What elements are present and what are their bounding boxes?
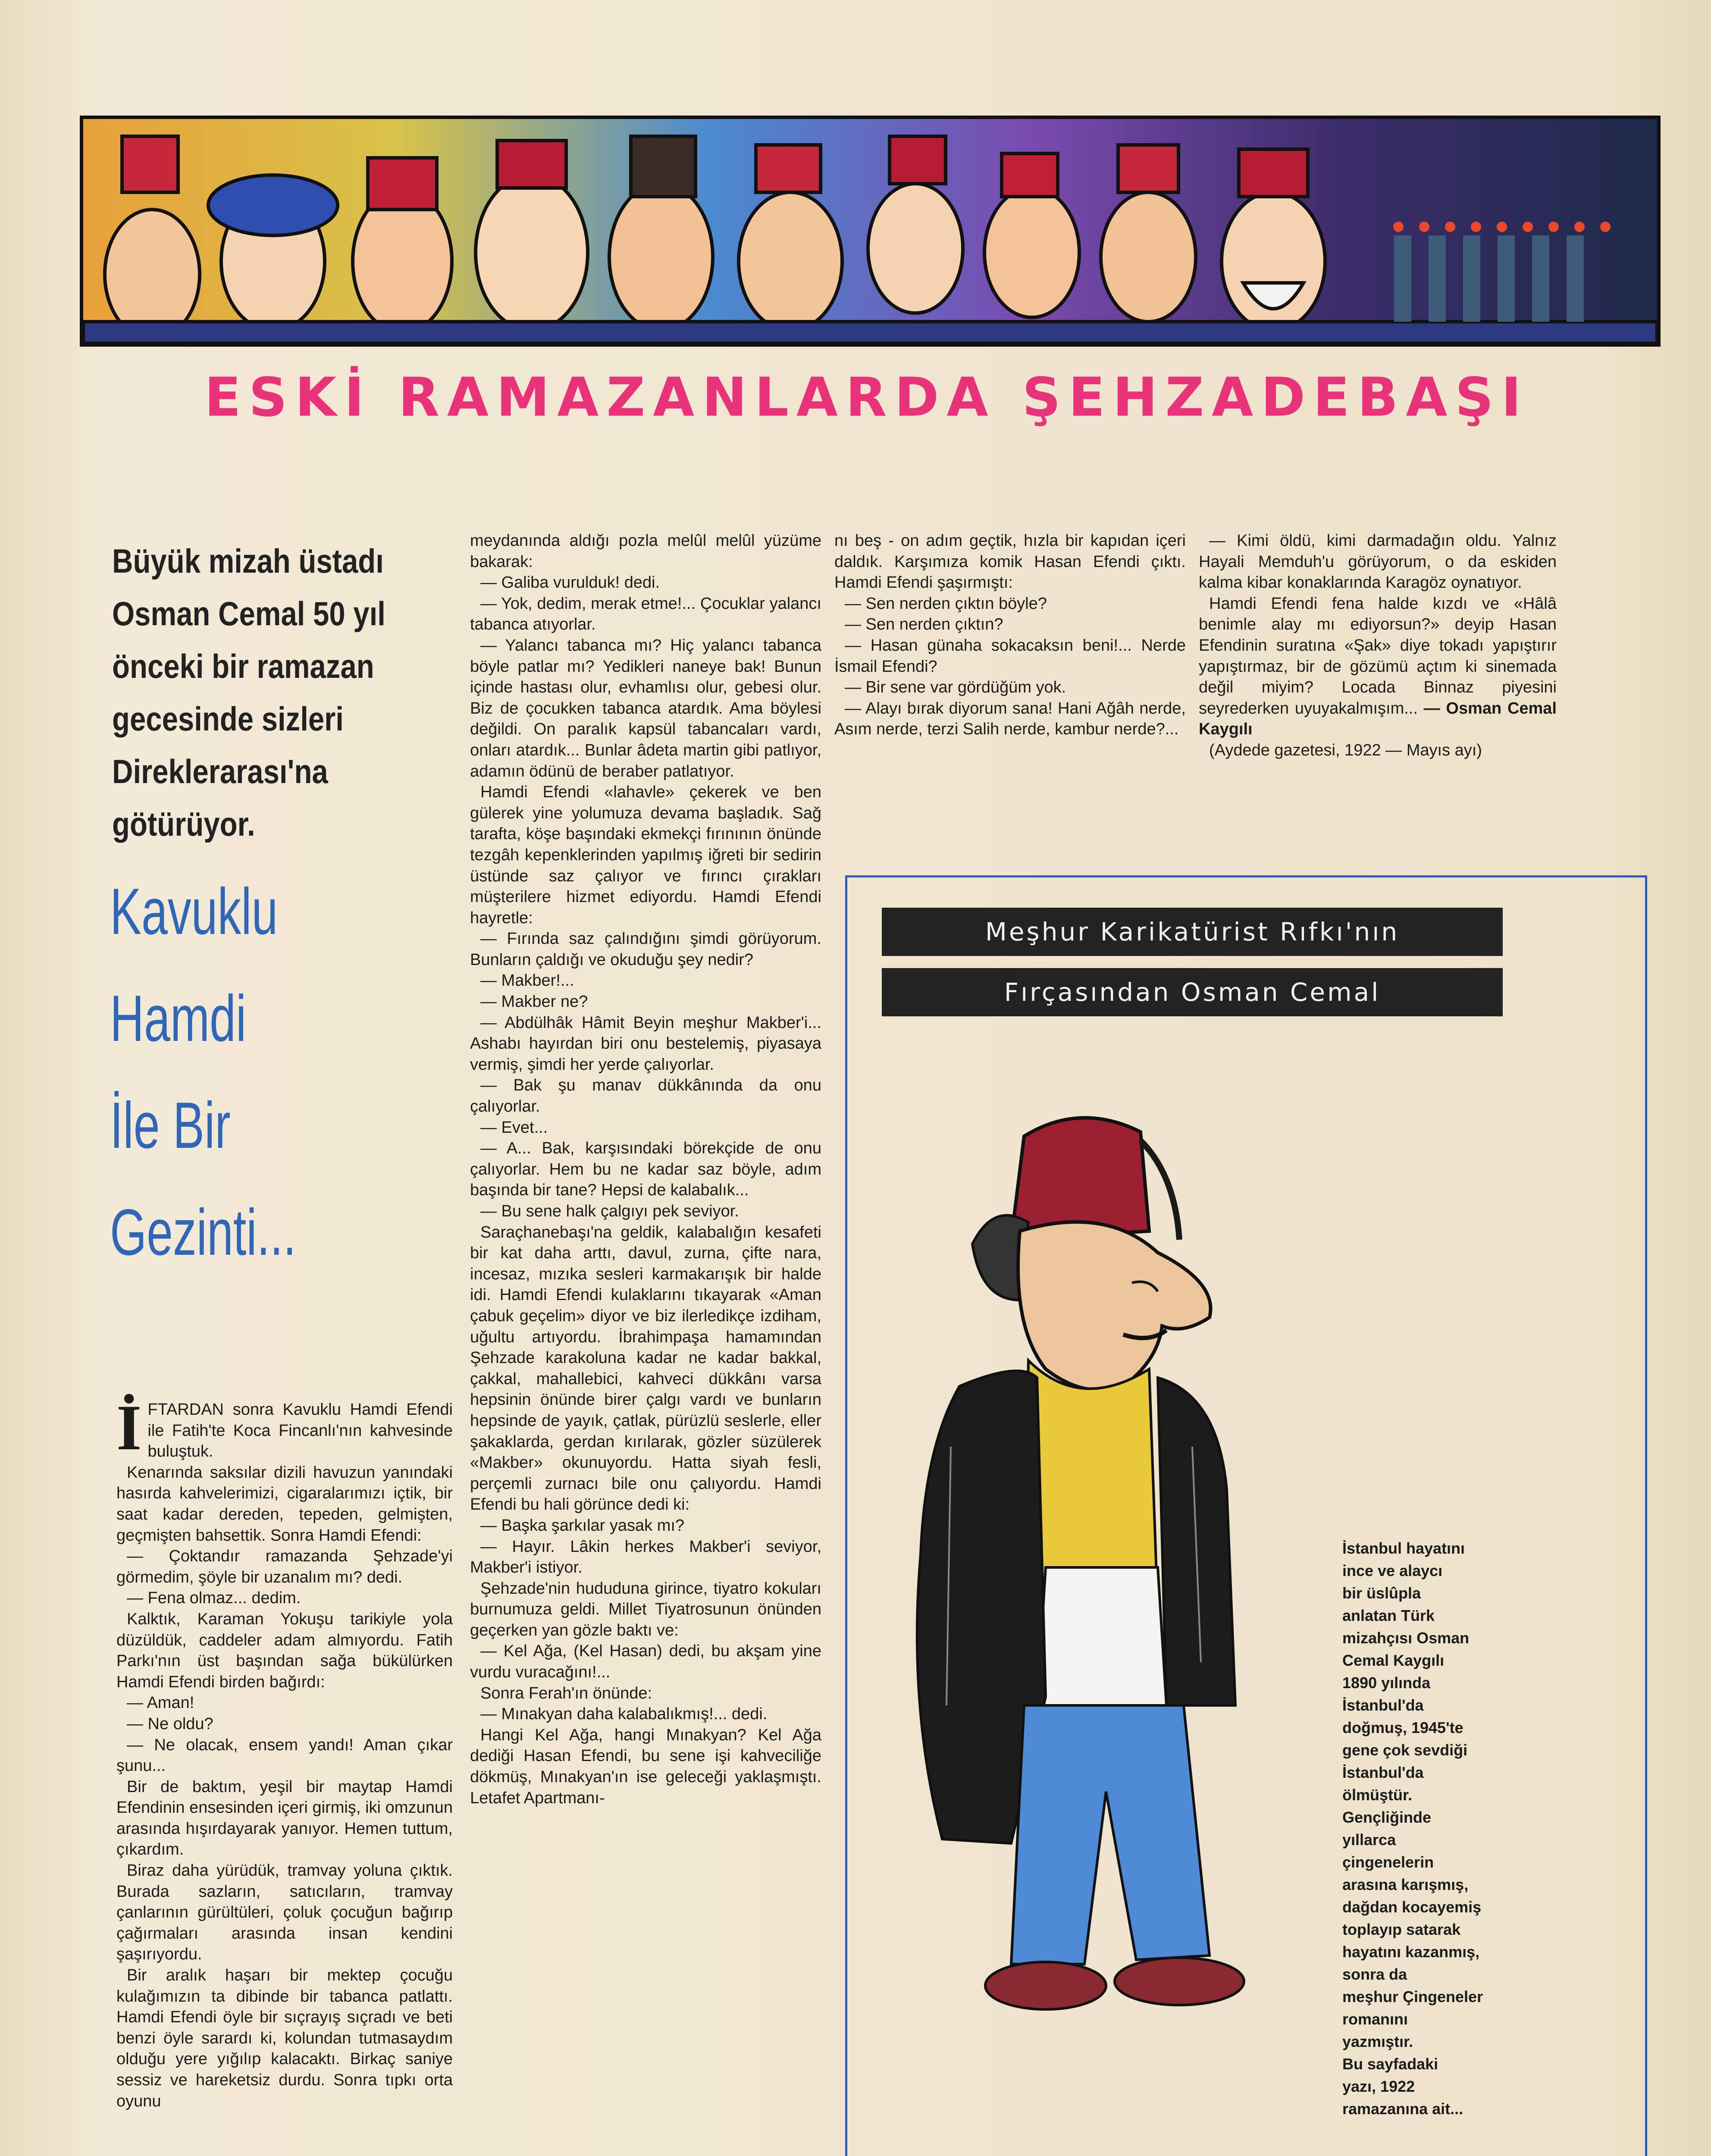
bio-line: hayatını kazanmış, <box>1342 1943 1480 1961</box>
bio-line: meşhur Çingeneler <box>1342 1988 1483 2006</box>
author-signature: — Osman Cemal Kaygılı <box>1199 699 1557 739</box>
text-column-4 <box>1199 530 1557 761</box>
caption-bar-2: Fırçasından Osman Cemal <box>882 968 1503 1016</box>
paragraph: — A... Bak, karşısındaki börekçide de onu çalıyorlar. Hem bu ne kadar saz böyle, adım başında bir tane? Hepsi de kalabalık... <box>470 1139 821 1200</box>
paragraph: — Hayır. Lâkin herkes Makber'i seviyor, Makber'i istiyor. <box>470 1537 821 1577</box>
paragraph: — Abdülhâk Hâmit Beyin meşhur Makber'i... Ashabı hayırdan biri onu bestelemiş, piyasaya vermiş, şimdi her yerde çalıyorlar. <box>470 1013 821 1074</box>
bio-line: yazı, 1922 <box>1342 2078 1415 2095</box>
bio-line: İstanbul'da <box>1342 1696 1424 1714</box>
bio-line: romanını <box>1342 2010 1408 2028</box>
paragraph: — Bir sene var gördüğüm yok. <box>845 678 1066 697</box>
text-column-3 <box>834 530 1186 740</box>
intro-line: götürüyor. <box>112 805 255 843</box>
bio-line: ölmüştür. <box>1342 1786 1413 1804</box>
bio-line: İstanbul'da <box>1342 1764 1424 1781</box>
paragraph: — Ne olacak, ensem yandı! Aman çıkar şunu... <box>116 1736 453 1775</box>
bio-line: Cemal Kaygılı <box>1342 1651 1445 1669</box>
text-column-1 <box>116 1392 453 2112</box>
paragraph: — Bu sene halk çalgıyı pek seviyor. <box>480 1202 739 1220</box>
paragraph <box>1199 593 1557 740</box>
paragraph: — Makber!... <box>480 971 574 990</box>
intro-line: Osman Cemal 50 yıl <box>112 595 385 633</box>
paragraph: — Çoktandır ramazanda Şehzade'yi görmedim, şöyle bir uzanalım mı? dedi. <box>116 1547 453 1586</box>
bio-line: yazmıştır. <box>1342 2033 1413 2050</box>
paragraph: Hamdi Efendi «lahavle» çekerek ve ben gülerek yine yolumuza devama başladık. Sağ tarafta, köşe başındaki ekmekçi fırınının önünde tezgâh kepenklerinden yapılmış iğreti bir sedirin üstünde saz çalıyor ve fırıncı çırakları müşterilere hizmet ediyordu. Hamdi Efendi hayretle: <box>470 783 821 927</box>
text-column-2 <box>470 530 821 1808</box>
caption-bar-1: Meşhur Karikatürist Rıfkı'nın <box>882 908 1503 956</box>
paragraph: Şehzade'nin hududuna girince, tiyatro kokuları burnumuza geldi. Millet Tiyatrosunun önünden geçerken yan gözle baktı ve: <box>470 1579 821 1639</box>
bio-line: anlatan Türk <box>1342 1607 1435 1624</box>
paragraph: nı beş - on adım geçtik, hızla bir kapıdan içeri daldık. Karşımıza komik Hasan Efendi çıktı. Hamdi Efendi şaşırmıştı: <box>834 532 1186 592</box>
osman-cemal-caricature <box>882 1059 1339 2139</box>
paragraph: — Galiba vurulduk! dedi. <box>480 573 660 592</box>
bio-line: 1890 yılında <box>1342 1674 1431 1692</box>
paragraph: — Aman! <box>127 1694 194 1712</box>
paragraph: — Bak şu manav dükkânında da onu çalıyorlar. <box>470 1076 821 1116</box>
paragraph: FTARDAN sonra Kavuklu Hamdi Efendi ile Fatih'te Koca Fincanlı'nın kahvesinde buluştuk. <box>147 1401 453 1461</box>
bio-line: Gençliğinde <box>1342 1808 1432 1826</box>
title-line: Hamdi <box>110 982 247 1055</box>
bio-line: gene çok sevdiği <box>1342 1741 1468 1759</box>
caricature-banner-illustration <box>80 116 1661 347</box>
paragraph-text: Hamdi Efendi fena halde kızdı ve «Hâlâ benimle alay mı ediyorsun?» deyip Hasan Efendinin suratına «Şak» diye tokadı yapıştırır yapıştırmaz, bir de gözümü açtım ki sinemada değil miyim? Locada Binnaz piyesini seyrederken uyuyakalmışım... <box>1199 594 1557 718</box>
intro-line: Büyük mizah üstadı <box>112 542 384 580</box>
paragraph: — Mınakyan daha kalabalıkmış!... dedi. <box>480 1705 768 1724</box>
paragraph: — Makber ne? <box>480 993 588 1011</box>
bio-line: sonra da <box>1342 1965 1407 1983</box>
bio-line: İstanbul hayatını <box>1342 1539 1465 1557</box>
paragraph: — Sen nerden çıktın böyle? <box>845 594 1047 613</box>
paragraph: Bir aralık haşarı bir mektep çocuğu kulağımızın ta dibinde bir tabanca patlattı. Hamdi Efendi öyle bir sıçrayış sıçradı ve beti benzi öyle sarardı ki, kolundan tutmasaydım olduğu yere yığılıp kalacaktı. Birkaç saniye sessiz ve hareketsiz durdu. Sonra tıpkı orta oyunu <box>116 1966 453 2110</box>
paragraph: — Yok, dedim, merak etme!... Çocuklar yalancı tabanca atıyorlar. <box>470 594 821 634</box>
paragraph: — Yalancı tabanca mı? Hiç yalancı tabanca böyle patlar mı? Yedikleri naneye bak! Bunun içinde hastası olur, evhamlısı olur, gebesi olur. Biz de çocukken tabanca atardık. Ama böylesi değildi. On paralık kapsül tabancaları vardı, onları atardık... Bunlar âdeta martin gibi patlıyor, adamın ödünü de beraber patlatıyor. <box>470 636 821 780</box>
paragraph: Saraçhanebaşı'na geldik, kalabalığın kesafeti bir kat daha arttı, davul, zurna, çifte nara, incesaz, mızıka sesleri karmakarışık bir halde idi. Hamdi Efendi kulaklarını tıkayarak «Aman çabuk geçelim» diyor ve biz ilerledikçe izdiham, uğultu artıyordu. İbrahimpaşa hamamından Şehzade karakoluna kadar ne kadar bakkal, çakkal, mahallebici, kahveci dükkânı varsa hepsinin önünde birer çalgı vardı ve bunların hepsinde de yayık, çatlak, pürüzlü seslerle, eller şakaklarda, gerdan kırılarak, gözler süzülerek «Makber» okunuyordu. Hatta siyah fesli, perçemli zurnacı bile onu çalıyordu. Hamdi Efendi bu hali görünce dedi ki: <box>470 1223 821 1514</box>
paragraph: — Başka şarkılar yasak mı? <box>480 1516 685 1535</box>
paragraph: — Ne oldu? <box>127 1714 213 1733</box>
bio-line: mizahçısı Osman <box>1342 1629 1470 1647</box>
bio-line: arasına karışmış, <box>1342 1876 1469 1893</box>
caricature-box <box>845 875 1647 2156</box>
title-line: Kavuklu <box>110 875 278 948</box>
bio-line: bir üslûpla <box>1342 1584 1421 1602</box>
title-line: Gezinti... <box>110 1196 296 1269</box>
intro-line: önceki bir ramazan <box>112 647 374 685</box>
source-note: (Aydede gazetesi, 1922 — Mayıs ayı) <box>1209 741 1482 759</box>
intro-line: gecesinde sizleri <box>112 700 344 738</box>
paragraph: Bir de baktım, yeşil bir maytap Hamdi Efendinin ensesinden içeri girmiş, iki omzunun arasında hışırdayarak yanıyor. Hemen tuttum, çıkardım. <box>116 1777 453 1859</box>
biography-text <box>1342 1537 1498 2120</box>
intro-deck <box>112 535 405 850</box>
bio-line: doğmuş, 1945'te <box>1342 1719 1463 1736</box>
paragraph: — Evet... <box>480 1118 548 1137</box>
bio-line: yıllarca <box>1342 1831 1396 1849</box>
paragraph: Sonra Ferah'ın önünde: <box>480 1684 652 1702</box>
paragraph: Hangi Kel Ağa, hangi Mınakyan? Kel Ağa dediği Hasan Efendi, bu sene işi kahveciliğe dökmüş, Mınakyan'ın ise geleceği yaklaşmıştı. Letafet Apartmanı- <box>470 1726 821 1807</box>
paragraph: — Sen nerden çıktın? <box>845 615 1003 634</box>
paragraph: — Alayı bırak diyorum sana! Hani Ağâh nerde, Asım nerde, terzi Salih nerde, kambur nerde?... <box>834 699 1186 739</box>
paragraph: Kenarında saksılar dizili havuzun yanındaki hasırda kahvelerimizi, cigaralarımızı içtik, bir saat kadar dereden, tepeden, gelmişten, geçmişten bahsettik. Sonra Hamdi Efendi: <box>116 1463 453 1545</box>
bio-line: toplayıp satarak <box>1342 1921 1461 1938</box>
bio-line: ramazanına ait... <box>1342 2100 1463 2118</box>
bio-line: dağdan kocayemiş <box>1342 1898 1482 1916</box>
bio-line: çingenelerin <box>1342 1853 1434 1871</box>
title-line: İle Bir <box>110 1089 231 1162</box>
bio-line: Bu sayfadaki <box>1342 2055 1438 2073</box>
paragraph: — Kel Ağa, (Kel Hasan) dedi, bu akşam yine vurdu vuracağını!... <box>470 1642 821 1682</box>
paragraph: — Kimi öldü, kimi darmadağın oldu. Yalnız Hayali Memduh'u görüyorum, o da eskiden kalma kibar konaklarında Karagöz oynatıyor. <box>1199 532 1557 592</box>
bio-line: ince ve alaycı <box>1342 1562 1443 1579</box>
paragraph: — Hasan günaha sokacaksın beni!... Nerde İsmail Efendi? <box>834 636 1186 676</box>
page-headline: ESKİ RAMAZANLARDA ŞEHZADEBAŞI <box>204 367 1529 429</box>
paragraph: — Fırında saz çalındığını şimdi görüyorum. Bunların çaldığı ve okuduğu şey nedir? <box>470 930 821 969</box>
intro-line: Direklerarası'na <box>112 752 328 790</box>
paragraph: Biraz daha yürüdük, tramvay yoluna çıktık. Burada sazların, satıcıların, tramvay çanlarının gürültüleri, çoluk çocuğun bağırıp çağırmaları arasında insan kendini şaşırıyordu. <box>116 1861 453 1964</box>
drop-cap: İ <box>116 1392 142 1463</box>
paragraph: Kalktık, Karaman Yokuşu tarikiyle yola düzüldük, caddeler adam almıyordu. Fatih Parkı'nın üst başından sağa bükülürken Hamdi Efendi birden bağırdı: <box>116 1610 453 1691</box>
paragraph: — Fena olmaz... dedim. <box>127 1589 301 1608</box>
paragraph: meydanında aldığı pozla melûl melûl yüzüme bakarak: <box>470 532 821 571</box>
article-title <box>110 858 439 1286</box>
